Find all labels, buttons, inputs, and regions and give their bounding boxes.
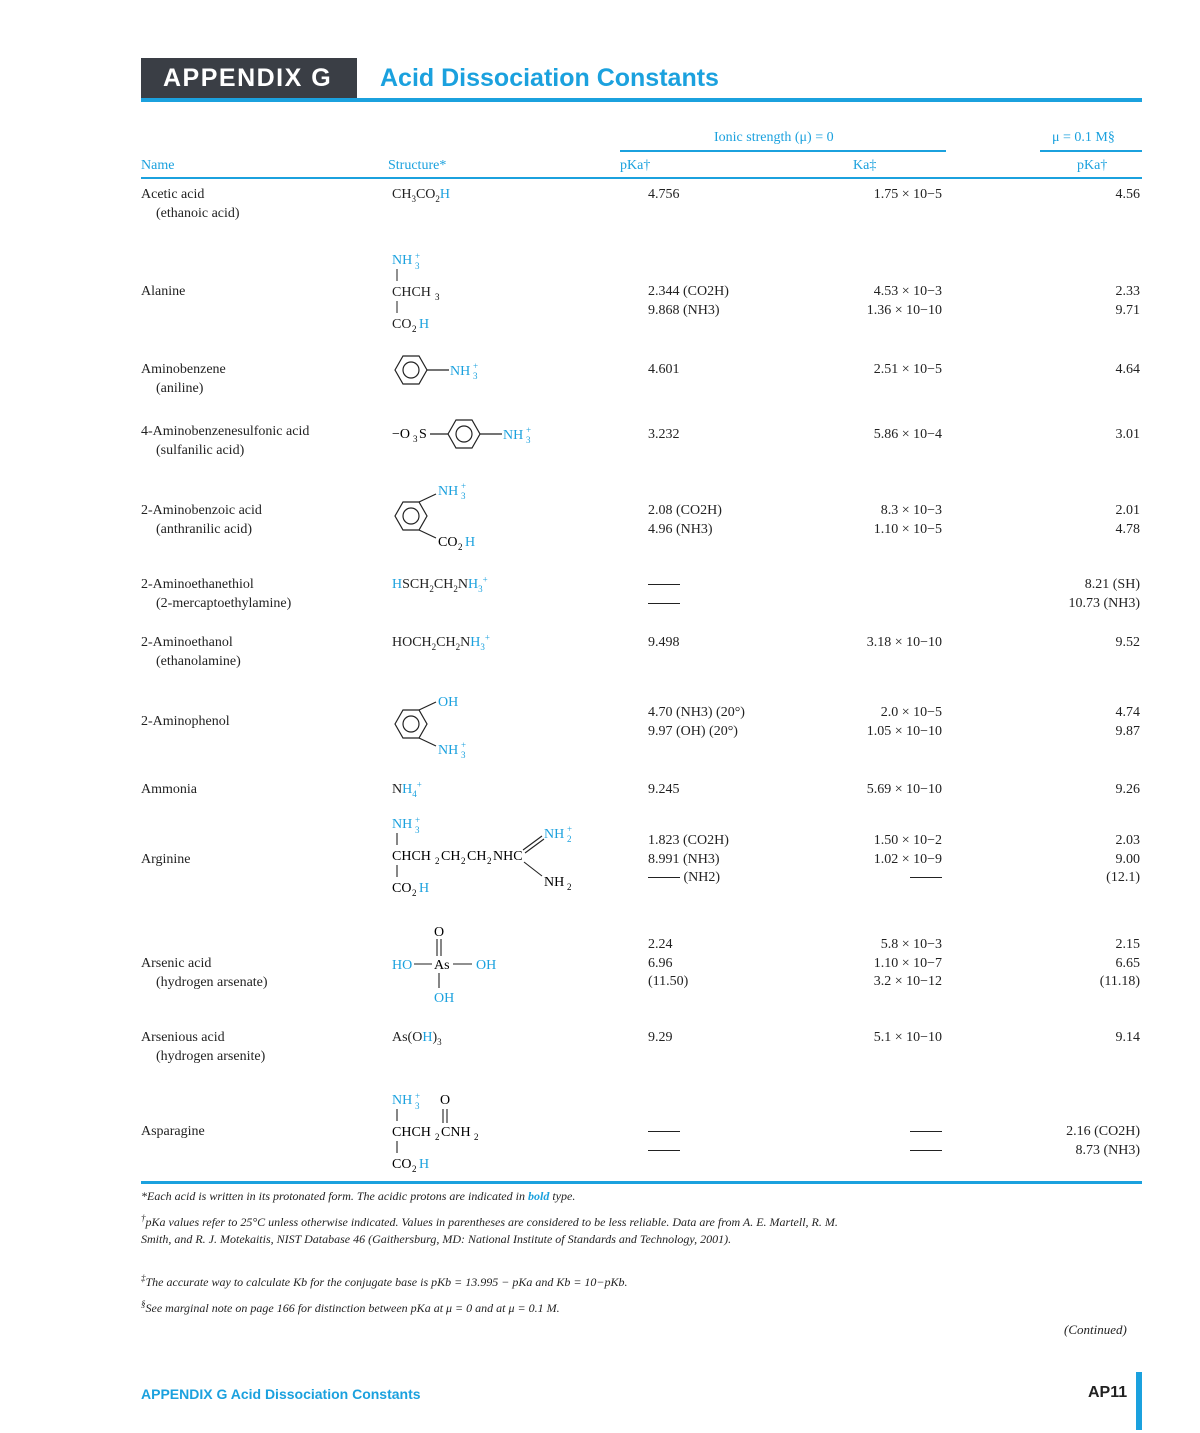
svg-text:2: 2: [487, 856, 492, 866]
svg-text:CNH: CNH: [441, 1125, 471, 1140]
row-pka: 4.70 (NH3) (20°) 9.97 (OH) (20°): [648, 705, 745, 739]
row-pka-mu: 2.15 6.65 (11.18): [1099, 937, 1140, 989]
svg-text:3: 3: [473, 371, 478, 381]
row-pka-mu: 2.01 4.78: [1115, 503, 1140, 537]
svg-text:NH: NH: [438, 743, 459, 758]
svg-text:NHC: NHC: [493, 849, 523, 864]
row-pka-mu: 9.26: [1115, 782, 1140, 797]
svg-text:CO: CO: [438, 535, 458, 550]
structure-aniline: [392, 352, 492, 393]
svg-text:+: +: [415, 1091, 421, 1101]
row-name: Aminobenzene (aniline): [141, 362, 226, 396]
group-ionic-rule: [620, 150, 946, 152]
svg-text:H: H: [419, 1157, 430, 1172]
row-name: 2-Aminoethanethiol (2-mercaptoethylamine): [141, 577, 292, 611]
row-pka-mu: 9.14: [1115, 1030, 1140, 1045]
row-pka: 2.24 6.96 (11.50): [648, 937, 689, 989]
svg-text:2: 2: [474, 1132, 479, 1142]
row-pka-mu: 3.01: [1115, 427, 1140, 442]
row-ka: 3.18 × 10−10: [866, 635, 942, 650]
svg-text:CHCH: CHCH: [392, 1125, 431, 1140]
footnote-section: §See marginal note on page 166 for distinction between pKa at μ = 0 and at μ = 0.1 M.: [141, 1299, 560, 1315]
structure-aminoethanethiol: $HSCH_2CH_2NH_3^+$: [392, 574, 488, 594]
row-ka: 5.1 × 10−10: [873, 1030, 942, 1045]
svg-text:CH: CH: [441, 849, 461, 864]
row-pka: 4.601: [648, 362, 680, 377]
row-name: 2-Aminophenol: [141, 714, 230, 729]
row-pka: [648, 1123, 680, 1160]
svg-text:3: 3: [415, 1101, 420, 1111]
svg-text:+: +: [461, 481, 467, 491]
appendix-label: APPENDIX G: [141, 58, 357, 98]
svg-text:OH: OH: [438, 695, 459, 710]
svg-text:CH: CH: [467, 849, 487, 864]
row-name: 2-Aminobenzoic acid (anthranilic acid): [141, 503, 262, 537]
row-name: Asparagine: [141, 1124, 205, 1139]
column-group-ionic: Ionic strength (μ) = 0: [714, 130, 834, 145]
svg-text:+: +: [567, 824, 573, 834]
svg-text:2: 2: [412, 324, 417, 334]
group-mu-rule: [1040, 150, 1142, 152]
row-ka: 4.53 × 10−3 1.36 × 10−10: [866, 284, 942, 318]
svg-text:3: 3: [461, 491, 466, 501]
row-ka: 2.51 × 10−5: [873, 362, 942, 377]
svg-text:2: 2: [412, 888, 417, 898]
svg-text:NH: NH: [392, 1093, 413, 1108]
row-ka: 5.8 × 10−3 1.10 × 10−7 3.2 × 10−12: [873, 937, 942, 989]
svg-text:3: 3: [526, 435, 531, 445]
row-ka: 2.0 × 10−5 1.05 × 10−10: [866, 705, 942, 739]
svg-text:NH: NH: [392, 817, 413, 832]
structure-alanine: [392, 250, 472, 340]
footer-accent-bar: [1136, 1372, 1142, 1430]
row-pka: 2.08 (CO2H) 4.96 (NH3): [648, 503, 722, 537]
structure-arginine: [392, 814, 592, 903]
svg-text:NH: NH: [438, 484, 459, 499]
svg-text:2: 2: [567, 834, 572, 844]
structure-aminophenol: [392, 690, 492, 767]
row-pka: 9.498: [648, 635, 680, 650]
svg-text:CO: CO: [392, 317, 412, 332]
svg-text:3: 3: [461, 750, 466, 760]
row-pka-mu: 2.03 9.00 (12.1): [1106, 833, 1140, 885]
svg-text:+: +: [415, 251, 421, 261]
svg-text:O: O: [440, 1093, 451, 1108]
row-name: Arginine: [141, 852, 191, 867]
row-name: Acetic acid (ethanoic acid): [141, 187, 240, 221]
row-name: Arsenic acid (hydrogen arsenate): [141, 956, 268, 990]
row-pka: 1.823 (CO2H) 8.991 (NH3) (NH2): [648, 833, 729, 885]
footer-running-title: APPENDIX G Acid Dissociation Constants: [141, 1386, 421, 1402]
svg-text:NH: NH: [503, 428, 524, 443]
structure-acetic-acid: $CH_3CO_2H$: [392, 187, 451, 204]
svg-text:CHCH: CHCH: [392, 285, 431, 300]
svg-text:2: 2: [458, 542, 463, 552]
row-name: Alanine: [141, 284, 186, 299]
column-header-rule: [141, 177, 1142, 179]
svg-text:2: 2: [435, 1132, 440, 1142]
page-number: AP11: [1088, 1384, 1128, 1401]
structure-aminoethanol: $HOCH_2CH_2NH_3^+$: [392, 632, 490, 652]
svg-text:+: +: [461, 740, 467, 750]
svg-text:H: H: [465, 535, 476, 550]
row-pka-mu: 2.16 (CO2H) 8.73 (NH3): [1066, 1124, 1140, 1158]
structure-arsenious-acid: $As(OH)_3$: [392, 1030, 442, 1047]
svg-text:3: 3: [415, 825, 420, 835]
svg-text:H: H: [419, 317, 430, 332]
row-pka: 2.344 (CO2H) 9.868 (NH3): [648, 284, 729, 318]
row-ka: 8.3 × 10−3 1.10 × 10−5: [873, 503, 942, 537]
row-ka: [830, 1123, 942, 1160]
row-pka-mu: 8.21 (SH) 10.73 (NH3): [1068, 577, 1140, 611]
column-group-mu: μ = 0.1 M§: [1052, 130, 1115, 145]
table-bottom-rule: [141, 1181, 1142, 1184]
row-name: 4-Aminobenzenesulfonic acid (sulfanilic acid): [141, 424, 310, 458]
svg-text:+: +: [526, 425, 532, 435]
row-ka: 5.86 × 10−4: [873, 427, 942, 442]
svg-text:CO: CO: [392, 1157, 412, 1172]
row-pka-mu: 9.52: [1115, 635, 1140, 650]
svg-text:OH: OH: [434, 991, 455, 1006]
column-ka: Ka‡: [853, 158, 877, 173]
svg-text:2: 2: [435, 856, 440, 866]
row-pka-mu: 2.33 9.71: [1115, 284, 1140, 318]
footnote-star: *Each acid is written in its protonated form. The acidic protons are indicated in bold type.: [141, 1189, 576, 1203]
column-pka-mu: pKa†: [1077, 158, 1108, 173]
row-pka-mu: 4.74 9.87: [1115, 705, 1140, 739]
row-pka-mu: 4.56: [1115, 187, 1140, 202]
footnote-dagger: †pKa values refer to 25°C unless otherwise indicated. Values in parentheses are considered to be less reliable. Data are from A. E. Martell, R. M. Smith, and R. J. Motekaitis, NIST Database 46 (Gaithersburg, MD: National Institute of Standards and Technology, 2001).: [141, 1213, 838, 1246]
row-pka: 9.29: [648, 1030, 673, 1045]
column-structure: Structure*: [388, 158, 447, 173]
svg-text:CO: CO: [392, 881, 412, 896]
svg-text:HO: HO: [392, 958, 413, 973]
row-ka: 1.50 × 10−2 1.02 × 10−9: [830, 832, 942, 888]
header-rule: [141, 98, 1142, 102]
svg-text:NH: NH: [544, 875, 565, 890]
row-pka: 4.756: [648, 187, 680, 202]
svg-text:3: 3: [413, 434, 418, 444]
row-pka: 9.245: [648, 782, 680, 797]
page-title: Acid Dissociation Constants: [380, 64, 719, 92]
svg-text:OH: OH: [476, 958, 497, 973]
structure-asparagine: [392, 1090, 512, 1179]
structure-sulfanilic-acid: [392, 416, 542, 457]
column-pka: pKa†: [620, 158, 651, 173]
structure-ammonia: $NH_4^+$: [392, 779, 422, 799]
structure-arsenic-acid: [392, 922, 512, 1011]
svg-text:3: 3: [415, 261, 420, 271]
structure-anthranilic-acid: [392, 478, 492, 558]
svg-text:+: +: [415, 815, 421, 825]
row-pka: [648, 576, 680, 613]
footnote-double-dagger: ‡The accurate way to calculate Kb for the conjugate base is pKb = 13.995 − pKa and Kb = 10−pKb.: [141, 1273, 628, 1289]
svg-text:2: 2: [461, 856, 466, 866]
svg-text:H: H: [419, 881, 430, 896]
svg-text:3: 3: [435, 292, 440, 302]
row-name: Ammonia: [141, 782, 197, 797]
svg-text:CHCH: CHCH: [392, 849, 431, 864]
svg-text:O: O: [434, 925, 445, 940]
svg-text:NH: NH: [392, 253, 413, 268]
continued-label: (Continued): [1064, 1322, 1127, 1337]
svg-text:+: +: [473, 361, 479, 371]
svg-text:2: 2: [567, 882, 572, 892]
row-name: Arsenious acid (hydrogen arsenite): [141, 1030, 266, 1064]
row-pka: 3.232: [648, 427, 680, 442]
svg-text:NH: NH: [544, 827, 565, 842]
row-pka-mu: 4.64: [1115, 362, 1140, 377]
svg-text:2: 2: [412, 1164, 417, 1174]
svg-text:S: S: [419, 427, 427, 442]
row-ka: 1.75 × 10−5: [873, 187, 942, 202]
row-ka: 5.69 × 10−10: [866, 782, 942, 797]
svg-text:As: As: [434, 958, 450, 973]
svg-text:−O: −O: [392, 427, 411, 442]
svg-text:NH: NH: [450, 364, 471, 379]
row-name: 2-Aminoethanol (ethanolamine): [141, 635, 241, 669]
column-name: Name: [141, 158, 175, 173]
